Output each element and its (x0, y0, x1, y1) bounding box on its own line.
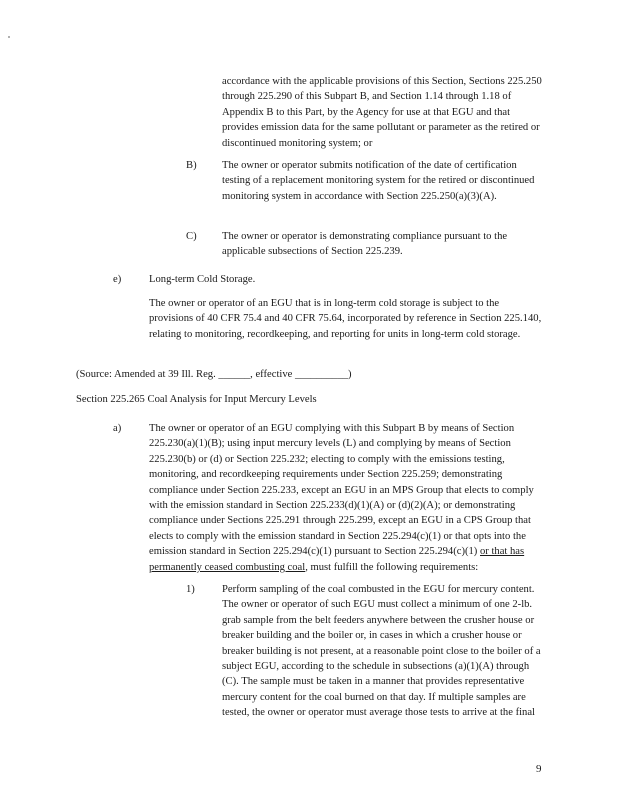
continuation-paragraph: accordance with the applicable provisions of this Section, Sections 225.250 through 225.290 of this Subpart B, and Section 1.14 through 1.18 of Appendix B to this Part, by the Agency for use at that EGU and that provides emission data for the same pollutant or parameter as the retired or discontinued monitoring system; or (222, 76, 542, 149)
item-e-heading: Long-term Cold Storage. (149, 274, 256, 285)
item-a-text (149, 421, 545, 575)
item-e-text: The owner or operator of an EGU that is in long-term cold storage is subject to the provisions of 40 CFR 75.4 and 40 CFR 75.64, incorporated by reference in Section 225.140, relating to monitoring, recordkeeping, and reporting for units in long-term cold storage. (149, 298, 542, 340)
item-e-label: e) (113, 274, 122, 285)
item-c-text: The owner or operator is demonstrating compliance pursuant to the applicable subsections of Section 225.239. (222, 231, 508, 258)
item-a-label: a) (113, 423, 122, 434)
item-c-label: C) (186, 231, 197, 242)
item-a-text-main: The owner or operator of an EGU complying with this Subpart B by means of Section 225.230(a)(1)(B); using input mercury levels (L) and complying by means of Section 225.230(b) or (d) or Section 225.232; electing to comply with the emissions testing, monitoring, and recordkeeping requirements under Section 225.259; demonstrating compliance under Section 225.233, except an EGU in an MPS Group that elects to comply with the emission standard in Section 225.233(d)(1)(A) or (d)(2)(A); or demonstrating compliance under Sections 225.291 through 225.299, except an EGU in a CPS Group that elects to comply with the emission standard in Section 225.294(c)(1) or that opts into the emission standard in Section 225.294(c)(1) pursuant to Section 225.294(c)(1) (149, 423, 534, 558)
item-1-label: 1) (186, 584, 195, 595)
item-b-label: B) (186, 160, 197, 171)
item-a-text-end: , must fulfill the following requirements: (305, 561, 479, 573)
item-b-text: The owner or operator submits notification of the date of certification testing of a replacement monitoring system for the retired or discontinued monitoring system in accordance with Section 225.250(a)(3)(A). (222, 160, 535, 202)
scan-speck (8, 36, 10, 38)
source-note: (Source: Amended at 39 Ill. Reg. ______, effective __________) (76, 369, 352, 380)
item-1-text: Perform sampling of the coal combusted in the EGU for mercury content. The owner or operator of such EGU must collect a minimum of one 2-lb. grab sample from the belt feeders anywhere between the crusher house or breaker building and the boiler or, in cases in which a crusher house or breaker building is not present, at a reasonable point close to the boiler of a subject EGU, according to the schedule in subsections (a)(1)(A) through (C). The sample must be taken in a manner that provides representative mercury content for the coal burned on that day. If multiple samples are tested, the owner or operator must average those tests to arrive at the final (222, 584, 541, 719)
item-a-underlined-insertion: or that has permanently ceased combusting coal (149, 546, 525, 573)
section-heading: Section 225.265 Coal Analysis for Input Mercury Levels (76, 394, 317, 405)
page-number: 9 (536, 763, 542, 775)
